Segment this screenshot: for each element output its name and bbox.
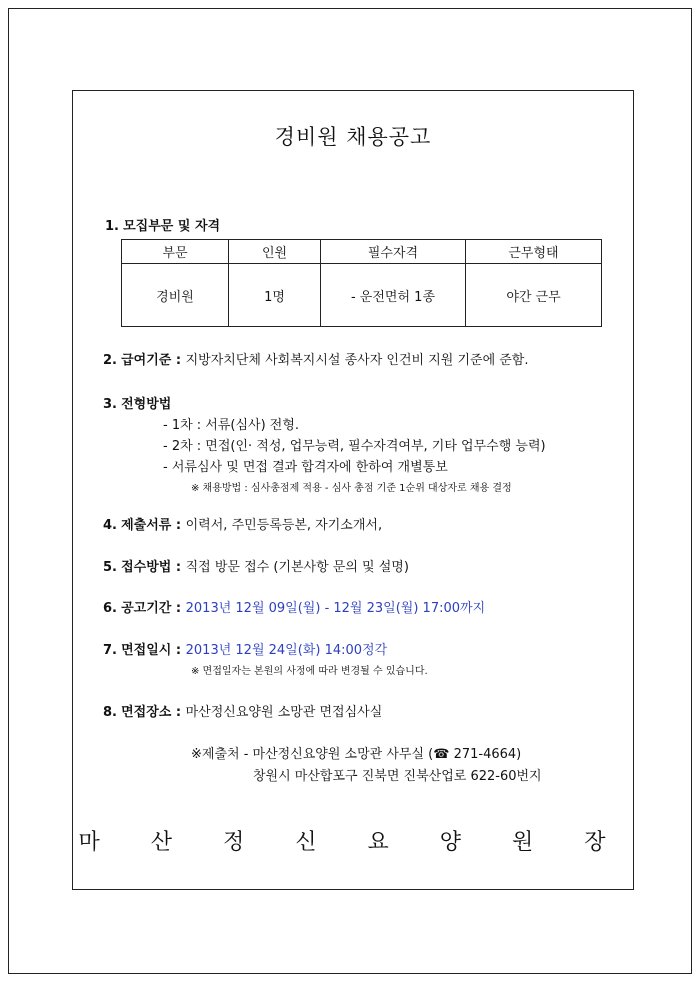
section-8-sep: : [171,705,186,720]
table-row [122,264,602,327]
section-5-text: 직접 방문 접수 (기본사항 문의 및 설명) [185,560,409,575]
table-cell: 1명 [229,264,321,327]
section-6-number: 6. [103,601,117,616]
section-3-line-2: - 2차 : 면접(인· 적성, 업무능력, 필수자격여부, 기타 업무수행 능력) [163,439,546,454]
section-1-number: 1. [105,219,119,234]
section-6-label: 공고기간 [121,601,172,616]
section-7 [103,639,387,658]
contact-line-1: ※제출처 - 마산정신요양원 소망관 사무실 (☎ 271-4664) [191,747,522,762]
recruit-table [121,239,602,327]
table-header-cell: 필수자격 [321,240,466,264]
section-6-text: 2013년 12월 09일(월) - 12월 23일(월) 17:00까지 [185,601,486,616]
issuer-signature: 마 산 정 신 요 양 원 장 [78,830,628,855]
section-5-label: 접수방법 [121,560,172,575]
section-8-number: 8. [103,705,117,720]
page-title: 경비원 채용공고 [274,125,432,149]
section-3-note: ※ 채용방법 : 심사총점제 적용 - 심사 총점 기준 1순위 대상자로 채용 결정 [191,483,512,494]
section-4-label: 제출서류 [121,518,172,533]
table-cell: 경비원 [122,264,229,327]
section-3-line-1: - 1차 : 서류(심사) 전형. [163,418,300,433]
section-2 [103,349,529,368]
section-4-sep: : [171,518,186,533]
notice-panel [72,90,634,890]
section-2-label: 급여기준 [121,353,172,368]
contact-address: 창원시 마산합포구 진북면 진북산업로 622-60번지 [253,769,542,784]
section-1-heading [105,215,220,234]
section-7-note: ※ 면접일자는 본원의 사정에 따라 변경될 수 있습니다. [191,666,428,677]
section-6 [103,597,485,616]
section-3-line-3: - 서류심사 및 면접 결과 합격자에 한하여 개별통보 [163,460,448,475]
section-5-sep: : [171,560,186,575]
section-4-text: 이력서, 주민등록등본, 자기소개서, [185,518,383,533]
table-cell: 야간 근무 [466,264,602,327]
table-header-cell: 근무형태 [466,240,602,264]
section-2-text: 지방자치단체 사회복지시설 종사자 인건비 지원 기준에 준함. [185,353,529,368]
section-2-number: 2. [103,353,117,368]
section-8 [103,701,382,720]
table-header-cell: 인원 [229,240,321,264]
section-1-label: 모집부문 및 자격 [123,219,221,234]
section-5 [103,556,409,575]
section-3-heading [103,393,171,412]
table-header-cell: 부문 [122,240,229,264]
section-8-text: 마산정신요양원 소망관 면접심사실 [185,705,383,720]
section-4-number: 4. [103,518,117,533]
section-5-number: 5. [103,560,117,575]
section-7-text: 2013년 12월 24일(화) 14:00정각 [185,643,388,658]
section-3-number: 3. [103,397,117,412]
section-2-sep: : [171,353,186,368]
section-3-label: 전형방법 [121,397,172,412]
table-header-row [122,240,602,264]
section-8-label: 면접장소 [121,705,172,720]
section-7-label: 면접일시 [121,643,172,658]
section-7-sep: : [171,643,186,658]
section-4 [103,514,382,533]
section-6-sep: : [171,601,186,616]
section-7-number: 7. [103,643,117,658]
table-cell: - 운전면허 1종 [321,264,466,327]
